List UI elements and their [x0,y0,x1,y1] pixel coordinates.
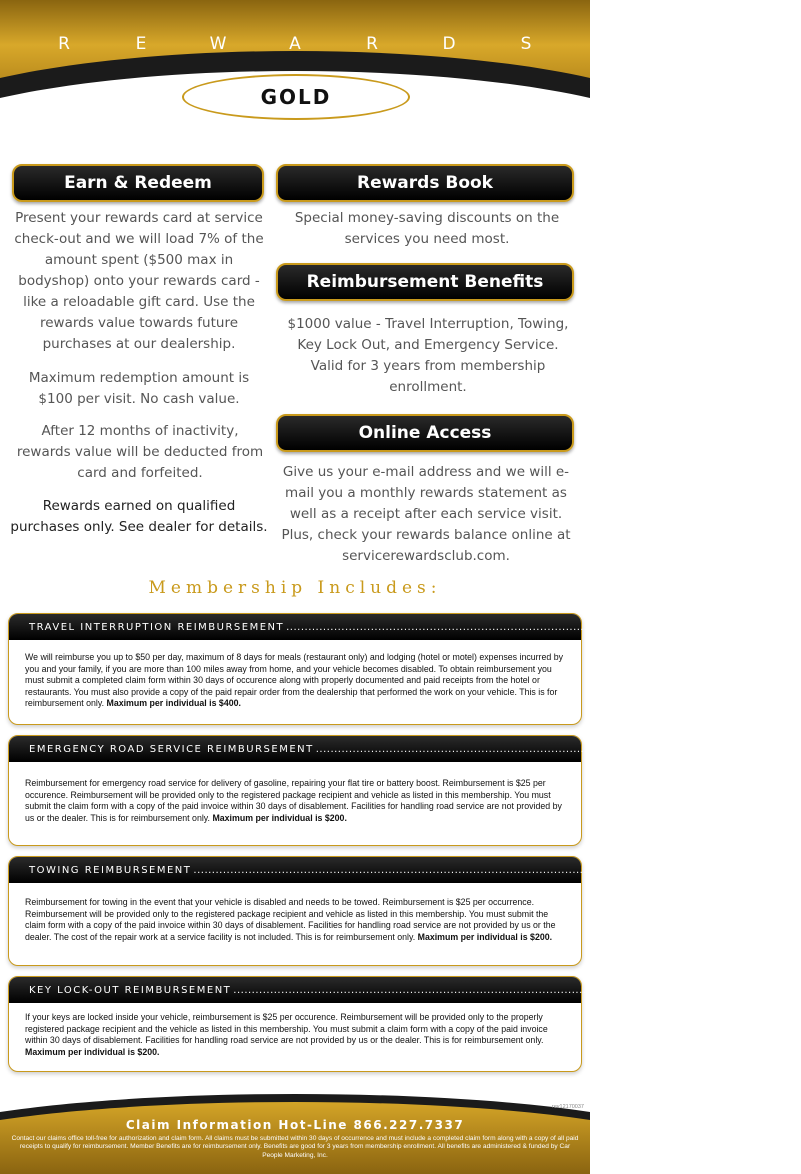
benefit-name: KEY LOCK-OUT REIMBURSEMENT [29,984,232,996]
leader-dots: .............................................................................................................. [315,743,721,755]
benefit-card-travel [8,613,772,725]
reimbursement-text: $1000 value - Travel Interruption, Towing, Key Lock Out, and Emergency Service. Valid for 3 years from membership enrollment. [287,316,569,395]
benefit-bar [9,977,719,1003]
rewards-book-text: Special money-saving discounts on the services you need most. [294,210,560,247]
earn-redeem-para4: Rewards earned on qualified purchases only. See dealer for details. [10,498,268,535]
benefit-text: We will reimburse you up to $50 per day, maximum of 8 days for meals (restaurant only) and lodging (hotel or motel) expenses incurred by you and your family, if you are more than 100 miles away from home, and your vehicle becomes disabled. To obtain reimbursement you must submit a completed claim form within 30 days of occurence along with properly documented and paid receipts from the hotel or restaurants. You must also provide a copy of the paid repair order from the dealership that performed the work on your vehicle. This is for reimbursement only. Maximum per individual is $400. [25,652,564,708]
benefit-value: $200 VALUE [639,984,719,996]
footer-banner [0,1090,590,1174]
benefit-bar [9,736,801,762]
earn-redeem-para1: Present your rewards card at service check-out and we will load 7% of the amount spent ($500 max in bodyshop) onto your rewards card - like a reloadable gift card. Use the rewards value towards future purchases at our dealership. [14,210,264,352]
online-access-text: Give us your e-mail address and we will e-mail you a monthly rewards statement as well as a receipt after each service visit. Plus, check your rewards balance online at servicerewardsclub.com. [281,464,571,564]
earn-redeem-para3: After 12 months of inactivity, rewards value will be deducted from card and forfeited. [16,423,264,481]
benefit-card-towing [8,856,679,966]
benefit-bar [9,614,772,640]
benefit-value: $400 VALUE [692,621,772,633]
leader-dots: .............................................................................................................. [233,984,638,996]
footer-note: Contact our claims office toll-free for authorization and claim form. All claims must be submitted within 30 days of occurrence and must include a completed claim form along with a copy of all paid receipts to qualify for reimbursement. Member Benefits are for reimbursement only. Benefits are good for 3 years from membership enrollment. All benefits are administered & funded by Car People Marketing, Inc. [11,1135,579,1159]
benefit-text: Reimbursement for towing in the event that your vehicle is disabled and needs to be towed. Reimbursement is $25 per occurrence. Reimbursement will be provided only to the registered package recipient and vehicle as listed in this membership. You must submit the claim form with a copy of the paid invoice within 30 days of disablement. Facilities for handling road service are not provided by us or the dealer. The cost of the repair work at a service facility is not included. This is for reimbursement only. Maximum per individual is $200. [25,897,556,942]
benefit-text: Reimbursement for emergency road service for delivery of gasoline, repairing your flat tire or battery boost. Reimbursement is $25 per occurence. Reimbursement will be provided only to the registered package recipient and vehicle as listed in this membership. You must submit the claim form with a copy of the paid invoice within 30 days of disablement. Facilities for handling road service are not provided by us or the dealer. This is for reimbursement only. Maximum per individual is $200. [25,778,562,823]
benefit-card-emergency [8,735,801,846]
benefit-bar [9,857,679,883]
form-code: rev12170037 [551,1104,584,1110]
membership-title: Membership Includes: [148,578,442,598]
rewards-book-heading: Rewards Book [276,164,574,202]
benefit-name: TRAVEL INTERRUPTION REIMBURSEMENT [29,621,285,633]
earn-redeem-para2: Maximum redemption amount is $100 per visit. No cash value. [28,370,250,407]
benefit-value: $200 VALUE [600,864,679,876]
tier-badge: GOLD [182,74,410,120]
reimbursement-heading: Reimbursement Benefits [276,263,574,301]
earn-redeem-heading: Earn & Redeem [12,164,264,202]
benefit-card-lockout [8,976,719,1072]
online-access-heading: Online Access [276,414,574,452]
benefit-name: TOWING REIMBURSEMENT [29,864,192,876]
claim-hotline: Claim Information Hot-Line 866.227.7337 [125,1118,465,1132]
benefit-name: EMERGENCY ROAD SERVICE REIMBURSEMENT [29,743,314,755]
leader-dots: .............................................................................................................. [193,864,599,876]
header-banner [0,0,590,130]
benefit-text: If your keys are locked inside your vehicle, reimbursement is $25 per occurence. Reimbursement will be provided only to the properly registered package recipient and the vehicle as listed in this membership. You must submit a claim form with a copy of the paid invoice within 30 days of disablement. Facilities for handling road service are not provided by us or the dealer. This is for reimbursement only. Maximum per individual is $200. [25,1012,548,1057]
rewards-title: R E W A R D S [58,34,532,54]
leader-dots: .............................................................................................................. [286,621,691,633]
benefit-value: $200 VALUE [722,743,801,755]
